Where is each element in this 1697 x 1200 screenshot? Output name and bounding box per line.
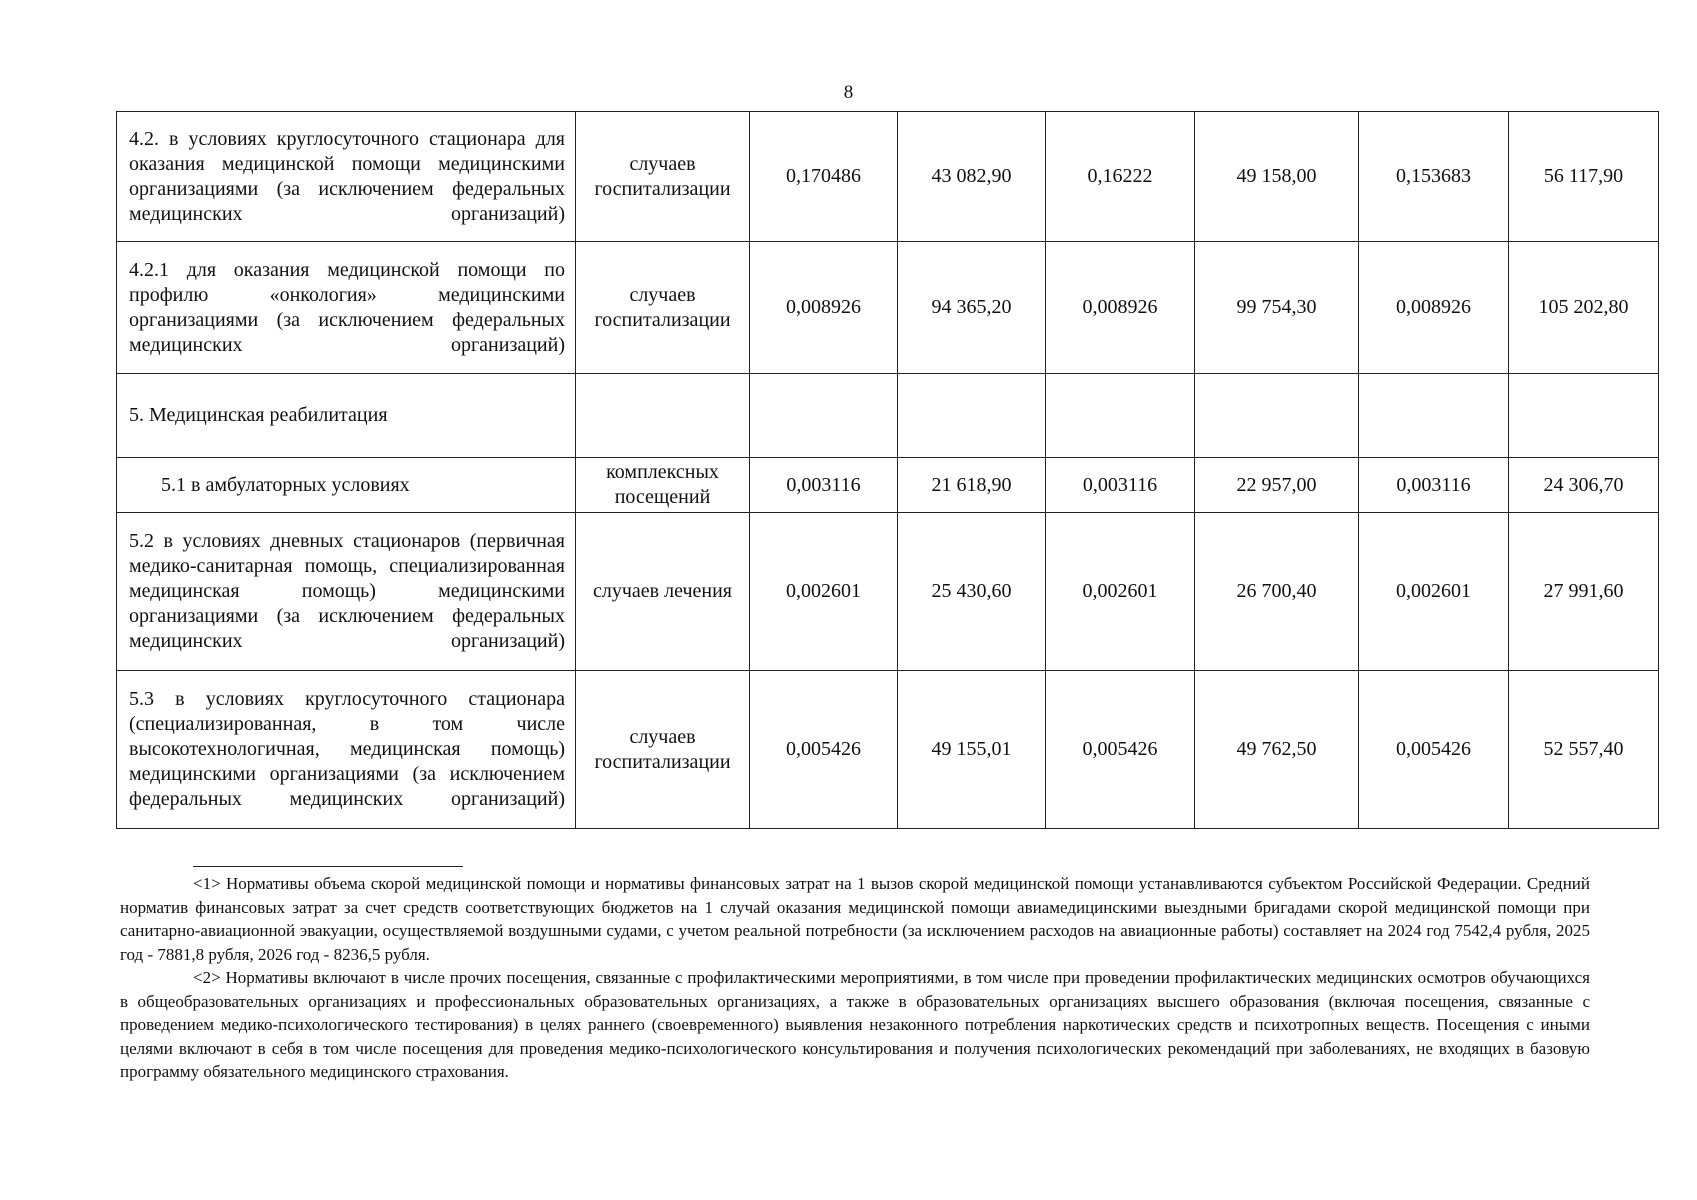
row-value: 0,005426: [1046, 671, 1195, 829]
row-name: 4.2.1 для оказания медицинской помощи по профилю «онкология» медицинскими организациями (за исключением федеральных медицинских организаций): [117, 242, 576, 374]
row-unit: случаев лечения: [576, 513, 750, 671]
row-value: 0,003116: [750, 458, 898, 513]
row-value: 43 082,90: [898, 112, 1046, 242]
row-value: [750, 374, 898, 458]
row-value: 0,002601: [750, 513, 898, 671]
row-value: 0,153683: [1359, 112, 1509, 242]
row-name: 4.2. в условиях круглосуточного стационара для оказания медицинской помощи медицинскими организациями (за исключением федеральных медицинских организаций): [117, 112, 576, 242]
row-value: [1509, 374, 1659, 458]
row-value: [898, 374, 1046, 458]
row-value: 0,16222: [1046, 112, 1195, 242]
row-value: 0,008926: [750, 242, 898, 374]
row-value: 94 365,20: [898, 242, 1046, 374]
table-row: [117, 112, 1659, 242]
row-unit: комплексных посещений: [576, 458, 750, 513]
row-value: 0,002601: [1046, 513, 1195, 671]
table-row: [117, 671, 1659, 829]
row-value: 25 430,60: [898, 513, 1046, 671]
row-value: 49 155,01: [898, 671, 1046, 829]
row-unit: случаев госпитализации: [576, 671, 750, 829]
row-value: 0,005426: [1359, 671, 1509, 829]
row-name: 5. Медицинская реабилитация: [117, 374, 576, 458]
row-value: [1195, 374, 1359, 458]
row-unit: [576, 374, 750, 458]
footnotes: [120, 872, 1590, 1084]
footnote-separator: [193, 866, 463, 867]
footnote-2: <2> Нормативы включают в числе прочих посещения, связанные с профилактическими мероприятиями, в том числе при проведении профилактических медицинских осмотров обучающихся в общеобразовательных организациях и профессиональных образовательных организациях, а также в образовательных организациях высшего образования (включая посещения, связанные с проведением медико-психологического тестирования) в целях раннего (своевременного) выявления незаконного потребления наркотических средств и психотропных веществ. Посещения с иными целями включают в себя в том числе посещения для проведения медико-психологического консультирования и получения психологических рекомендаций при заболеваниях, не входящих в базовую программу обязательного медицинского страхования.: [120, 968, 1590, 1081]
row-name: 5.2 в условиях дневных стационаров (первичная медико-санитарная помощь, специализированная медицинская помощь) медицинскими организациями (за исключением федеральных медицинских организаций): [117, 513, 576, 671]
row-value: 0,008926: [1046, 242, 1195, 374]
row-name: 5.1 в амбулаторных условиях: [117, 458, 576, 513]
row-name: 5.3 в условиях круглосуточного стационара (специализированная, в том числе высокотехнологичная, медицинская помощь) медицинскими организациями (за исключением федеральных медицинских организаций): [117, 671, 576, 829]
row-value: 0,005426: [750, 671, 898, 829]
table-row: [117, 513, 1659, 671]
row-value: 0,003116: [1359, 458, 1509, 513]
row-value: 49 762,50: [1195, 671, 1359, 829]
table-row: [117, 374, 1659, 458]
row-value: 99 754,30: [1195, 242, 1359, 374]
row-value: 0,003116: [1046, 458, 1195, 513]
row-value: [1046, 374, 1195, 458]
row-value: 24 306,70: [1509, 458, 1659, 513]
row-value: 27 991,60: [1509, 513, 1659, 671]
row-value: 105 202,80: [1509, 242, 1659, 374]
norms-table: [116, 111, 1659, 829]
footnote-1: <1> Нормативы объема скорой медицинской помощи и нормативы финансовых затрат на 1 вызов скорой медицинской помощи устанавливаются субъектом Российской Федерации. Средний норматив финансовых затрат за счет средств соответствующих бюджетов на 1 случай оказания медицинской помощи авиамедицинскими выездными бригадами скорой медицинской помощи при санитарно-авиационной эвакуации, осуществляемой воздушными судами, с учетом реальной потребности (за исключением расходов на авиационные работы) составляет на 2024 год 7542,4 рубля, 2025 год - 7881,8 рубля, 2026 год - 8236,5 рубля.: [120, 874, 1590, 964]
row-value: 22 957,00: [1195, 458, 1359, 513]
row-value: 26 700,40: [1195, 513, 1359, 671]
row-value: [1359, 374, 1509, 458]
table-row: [117, 458, 1659, 513]
row-value: 49 158,00: [1195, 112, 1359, 242]
row-value: 52 557,40: [1509, 671, 1659, 829]
page-number: 8: [843, 82, 854, 103]
row-value: 0,008926: [1359, 242, 1509, 374]
table-row: [117, 242, 1659, 374]
row-value: 0,170486: [750, 112, 898, 242]
row-unit: случаев госпитализации: [576, 242, 750, 374]
row-value: 0,002601: [1359, 513, 1509, 671]
row-value: 56 117,90: [1509, 112, 1659, 242]
row-unit: случаев госпитализации: [576, 112, 750, 242]
row-value: 21 618,90: [898, 458, 1046, 513]
